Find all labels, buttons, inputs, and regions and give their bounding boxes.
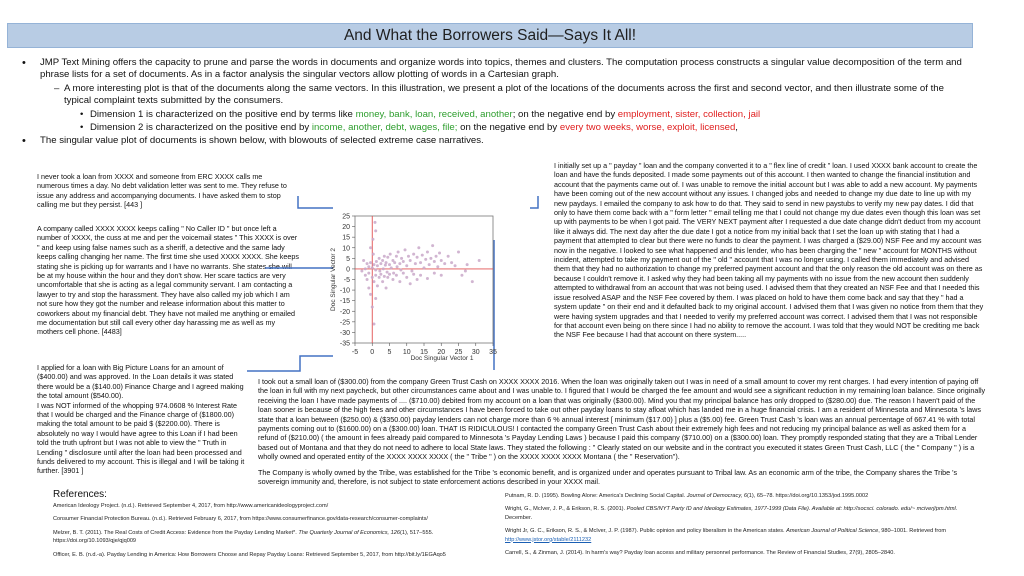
bullet-sub-documents: – A more interesting plot is that of the documents along the same vectors. In this illustration, we present a plot of the locations of the documents across the first and second vector, and then illustrate some of the typical complaint texts submitted by the consumers. — [54, 82, 944, 107]
data-point — [378, 276, 381, 279]
data-point — [386, 271, 389, 274]
bullet-dimension-2: • Dimension 2 is characterized on the positive end by income, another, debt, wages, file; on the negative end by every two weeks, worse, exploit, licensed, — [80, 122, 738, 134]
data-point — [409, 282, 412, 285]
data-point — [400, 257, 403, 260]
data-point — [405, 264, 408, 267]
data-point — [378, 270, 381, 273]
data-point — [382, 267, 385, 270]
data-point — [454, 264, 457, 267]
data-point — [421, 254, 424, 257]
data-point — [366, 278, 369, 281]
data-point — [416, 256, 419, 259]
y-tick-label: 15 — [342, 234, 350, 242]
data-point — [367, 286, 370, 289]
x-tick-label: 35 — [489, 349, 497, 356]
data-point — [398, 262, 401, 265]
data-point — [402, 272, 405, 275]
data-point — [369, 261, 372, 264]
y-tick-label: -5 — [343, 277, 350, 284]
y-tick-label: -20 — [339, 308, 350, 316]
reference-left-0: American Ideology Project. (n.d.). Retrieved September 4, 2017, from http://www.americanideologyproject.com/ — [53, 503, 329, 509]
dim1-negative-terms: employment, sister, collection, jail — [617, 108, 761, 120]
data-point — [386, 276, 389, 279]
data-point — [405, 276, 408, 279]
data-point — [395, 274, 398, 277]
reference-right-2[interactable]: Wright Jr, G. C., Erikson, R. S., & McIver, J. P. (1987). Public opinion and policy liberalism in the American states. American Journal of Political Science, 980–1001. Retrieved from http://www.jstor.org/stable/2111232 — [505, 528, 946, 543]
data-point — [388, 273, 391, 276]
data-point — [381, 280, 384, 283]
data-point — [381, 259, 384, 262]
data-point — [371, 238, 374, 241]
data-point — [367, 265, 370, 268]
reference-right-3: Carrell, S., & Zinman, J. (2014). In harm's way? Payday loan access and military personnel performance. The Review of Financial Studies, 27(9), 2805–2840. — [505, 550, 895, 557]
reference-link: http://www.jstor.org/stable/2111232 — [505, 536, 592, 543]
dash-icon: – — [54, 82, 60, 94]
references-right — [505, 492, 975, 562]
reference-left-3: Officer, E. B. (n.d.-a). Payday Lending in America: How Borrowers Choose and Repay Payday Loans: Retrieved September 5, 2017, from http://bit.ly/1EGAqo5 — [53, 551, 446, 558]
data-point — [367, 272, 370, 275]
narrative-sister: A company called XXXX XXXX keeps calling " No Caller ID " but once left a number of XXXX, the cuss at me and per the voicemail states " This XXXX is over " and keep using false names such as a sheriff, a detective and the same lady keeps calling changing her name. The first time she used XXXX XXXX. She keeps stating she is picking up for warrants and I have no warrants. She states she will be at my house within the hour and they don't show. Her scare tactics are very uncomfortable that she is acting as a legal community servant. I am contacting a lawyer to try and stop the harassment. They have also called my job which I am not sure how they got the number and release information about this matter to coworkers about my financial debt. They have not mailed me anything or emailed me documentation but still call every other day harassing me as well as my mothers cell phone. [4483] — [37, 224, 299, 337]
data-point — [457, 250, 460, 253]
data-point — [440, 259, 443, 262]
bullet-dot-icon: • — [22, 135, 26, 148]
references-heading: References: — [53, 489, 107, 500]
reference-left-1: Consumer Financial Protection Bureau. (n.d.). Retrieved February 6, 2017, from https://www.consumerfinance.gov/data-research/consumer-complaints/ — [53, 516, 428, 523]
data-point — [399, 268, 402, 271]
data-point — [431, 244, 434, 247]
data-point — [379, 262, 382, 265]
data-point — [409, 259, 412, 262]
data-point — [402, 260, 405, 263]
data-point — [376, 264, 379, 267]
data-point — [428, 263, 431, 266]
data-point — [366, 262, 369, 265]
data-point — [374, 221, 377, 224]
narrative-erc: I never took a loan from XXXX and someone from ERC XXXX calls me numerous times a day. No debt validation letter was sent to me. They refuse to issue any address and accompanying documents. I have asked them to stop calling me but they persist. [443 ] — [37, 172, 287, 210]
y-tick-label: -10 — [339, 287, 350, 295]
data-point — [371, 266, 374, 269]
plot-frame — [355, 216, 493, 343]
data-point — [372, 263, 375, 266]
bullet-svd: • The singular value plot of documents is shown below, with blowouts of selected extreme case narratives. — [22, 135, 484, 148]
y-tick-label: -35 — [339, 340, 350, 348]
data-point — [426, 277, 429, 280]
bullet-dimension-1: • Dimension 1 is characterized on the positive end by terms like money, bank, loan, received, another; on the negative end by employment, sister, collection, jail — [80, 108, 761, 120]
data-point — [393, 261, 396, 264]
bullet-dot-icon: • — [80, 108, 84, 120]
data-point — [404, 248, 407, 251]
x-tick-label: 30 — [471, 349, 480, 356]
data-point — [426, 250, 429, 253]
data-point — [435, 255, 438, 258]
x-axis-label: Doc Singular Vector 1 — [410, 355, 474, 362]
data-point — [396, 265, 399, 268]
data-point — [374, 268, 377, 271]
data-point — [369, 246, 372, 249]
dim2-positive-terms: income, another, debt, wages, file; — [311, 122, 458, 134]
data-point — [371, 306, 374, 309]
data-point — [383, 275, 386, 278]
data-point — [412, 253, 415, 256]
data-point — [450, 261, 453, 264]
bullet-dot-icon: • — [80, 122, 84, 134]
x-tick-label: 15 — [420, 349, 428, 356]
data-point — [419, 261, 422, 264]
data-point — [384, 264, 387, 267]
data-point — [372, 280, 375, 283]
data-point — [374, 297, 377, 300]
data-point — [423, 266, 426, 269]
y-tick-label: -15 — [339, 298, 350, 306]
data-point — [374, 274, 377, 277]
data-point — [416, 278, 419, 281]
data-point — [388, 263, 391, 266]
narrative-big-picture: I applied for a loan with Big Picture Loans for an amount of ($400.00) and was approved. In the Loan details it was stated there would be a ($140.00) Finance Charge and I agreed making the total amount ($540.00). I was NOT informed of the whopping 974.0608 % Interest Rate that I would be charged and the Finance charge of ($1800.00) making the total amount to be paid $ ($2200.00). There is absolutely no way I would have agree to this Loan if I had been told the truth upfront but I was not able to view the " Truth in Lending " disclosure until after the loan had been processed and funds delivered to my account. This is illegal and I will be taking it further. [3901 ] — [37, 363, 245, 476]
data-point — [417, 246, 420, 249]
x-tick-label: 25 — [454, 349, 463, 356]
y-tick-label: 25 — [342, 213, 350, 221]
references-left — [53, 502, 513, 564]
data-point — [371, 276, 374, 279]
data-point — [364, 267, 367, 270]
data-point — [414, 262, 417, 265]
data-point — [379, 273, 382, 276]
y-axis-label: Doc Singular Vector 2 — [330, 248, 337, 311]
data-point — [383, 255, 386, 258]
data-point — [398, 280, 401, 283]
data-point — [385, 286, 388, 289]
dim2-negative-terms: every two weeks, worse, exploit, licensed — [559, 122, 736, 134]
data-point — [390, 266, 393, 269]
data-point — [386, 256, 389, 259]
data-point — [385, 261, 388, 264]
data-point — [464, 270, 467, 273]
reference-left-2: Melzer, B. T. (2011). The Real Costs of Credit Access: Evidence from the Payday Lending Market*. The Quarterly Journal of Economics, 126(1), 517–555. https://doi.org/10.1093/qje/qjq009 — [53, 529, 434, 545]
y-tick-label: -30 — [339, 329, 350, 337]
data-point — [447, 255, 450, 258]
x-tick-label: 10 — [402, 349, 411, 356]
data-point — [364, 274, 367, 277]
data-point — [374, 229, 377, 232]
data-point — [375, 260, 378, 263]
bullet-dot-icon: • — [22, 57, 26, 69]
data-point — [378, 257, 381, 260]
y-tick-label: 0 — [346, 266, 350, 274]
data-point — [429, 257, 432, 260]
x-tick-label: 20 — [437, 349, 446, 356]
data-point — [443, 262, 446, 265]
y-tick-label: 5 — [346, 255, 350, 263]
data-point — [419, 274, 422, 277]
narrative-flex-line: I initially set up a " payday " loan and the company converted it to a " flex line of credit " loan. I used XXXX bank account to create the loan and have the funds deposited. I made some payments out of this account. I then wanted to change the financial institution and account that the payments came out of. I was unable to remove the initial account but I was able to add a new account. My payments have been coming out of the new account without any issues. I changed jobs and needed to change my due date to line up with my new paydays. I emailed the company to ask how to do that. They said to send in new paystubs to verify my new pay dates. I did that only to have them come back with a " form letter " email telling me that I could not change my due dates even though this loan was set up with payments to be when I got paid. The VERY NEXT payment after I requested a due date change didn't deduct from my account like it always did. The next day after the due date I got a notice from my initial back that I set the loan up with stating that I had a payment that attempted to clear but there were no funds to clear the payment. I was charged a ($29.00) NSF Fee and my account was now in the negative. I looked to see what happened and this lender, who has been charging the " new " account for MONTHS without incident, attempted to take my payment out of the " old " account that I was no longer using. I called them immediately and advised them that they had no authorization to change my preferred payment account and that the only reason the old account was on there as because I couldn't remove it. I asked why they had been taking all my payments with no issue from the new account then suddenly attempted to withdrawal from an account that was not being used. I advised them that they created an NSF Fee and that I needed this issue resolved ASAP and the NSF Fee covered by them. I was placed on hold to have them come back and say that they " had a system update " on their end and it defaulted back to my original account. I advised them that I was given no notice from them that they were having system upgrades and that I needed to verify my preferred account was correct. I advised them that I was not responsible for that account even being on there since I had no ability to remove the account. I was told that they would NOT be crediting me back the NSF Fee because I had that account on there system..... — [554, 161, 984, 340]
data-point — [391, 278, 394, 281]
data-point — [392, 272, 395, 275]
y-tick-label: -25 — [339, 319, 350, 327]
y-tick-label: 20 — [342, 224, 350, 232]
data-point — [412, 273, 415, 276]
data-point — [433, 272, 436, 275]
bullet-intro: • JMP Text Mining offers the capacity to prune and parse the words in documents and organize words into topics, themes and clusters. The computation process constructs a singular value decomposition of the term and phrase lists for a set of documents. As in a factor analysis the singular vectors allow plotting of words in a Cartesian graph. — [22, 57, 962, 81]
data-point — [372, 322, 375, 325]
data-point — [407, 255, 410, 258]
data-point — [376, 284, 379, 287]
data-point — [372, 253, 375, 256]
data-point — [478, 259, 481, 262]
narrative-green-trust: I took out a small loan of ($300.00) from the company Green Trust Cash on XXXX XXXX 2016. When the loan was originally taken out I was in need of a small amount to cover my rent charges. I had every intention of paying off the loan in full with my next paycheck, but other circumstances came about and I was unable to. I figured that I would be charged the fee amount and would see a significant reduction in my remaining loan balance. Since originally receiving the loan I have made payments of .... ($710.00) debited from my account on a loan that was originally ($300.00). Mind you that my principal balance has only dropped to ($280.00) due. The reason I haven't paid of the loan sooner is because of the high fees and other circumstances I have been forced to take out other payday loans to stay afloat which has landed me in a huge financial crisis. I am a resident of Minnesota and Minnesota 's laws state that a loan between ($250.00) & ($350.00) payday lenders can not charge more than 6 % annual interest [ minimum ($17.00) ] plus a ($5.00) fee. Green Trust Cash 's loan was an annual percentage of 667.41 % with total payments coming out to ($1600.00) on a ($300.00) loan. THAT IS RIDICULOUS! I contacted the company Green Trust Cash about their extremely high fees and not reducing my principal balance as well as asked them for a refund of ($210.00) ( the amount in fees already paid compared to Minnesota 's Payday Lending Laws ) because I paid this company ($710.00) on a ($300.00) loan. They promptly responded stating that they are a Tribal Lender based out of Montana and that they do not need to adhere to local State laws. They stated the following : " Clearly stated on our website and in the contract you executed it states Green Trust Cash, LLC ( the " Company " ) is a wholly owned and operated entity of the XXXX XXXX XXXX ( the " Tribe " ) on the XXXX XXXX XXXX Montana ( the " Reservation"). The Company is wholly owned by the Tribe, was established for the Tribe 's economic benefit, and is organized under and operates pursuant to Tribal law. As an economic arm of the tribe, the Company shares the Tribe 's sovereign immunity and, therefore, is not subject to state enforcement actions described in your XXXX mail. — [258, 377, 986, 487]
reference-right-0: Putnam, R. D. (1995). Bowling Alone: America's Declining Social Capital. Journal of Democracy, 6(1), 65–78. https://doi.org/10.1353/jod.1995.0002 — [505, 493, 869, 499]
data-point — [360, 270, 363, 273]
data-point — [466, 263, 469, 266]
data-point — [424, 258, 427, 261]
data-point — [369, 293, 372, 296]
y-tick-label: 10 — [342, 245, 350, 253]
data-point — [362, 259, 365, 262]
data-point — [438, 252, 441, 255]
data-point — [433, 260, 436, 263]
data-point — [440, 274, 443, 277]
x-tick-label: -5 — [351, 349, 359, 356]
slide-title: And What the Borrowers Said—Says It All! — [343, 26, 637, 44]
data-point — [471, 280, 474, 283]
data-point — [397, 250, 400, 253]
data-point — [436, 265, 439, 268]
reference-right-1: Wright, G., McIver, J. P., & Erikson, R. S. (2001). Pooled CBS/NYT Party ID and Ideology Estimates, 1977-1999 (Data File). Available at: http://socsci. colorado. edu/~ mciverj/pm.html. December. — [505, 506, 958, 521]
data-point — [395, 255, 398, 258]
dim1-positive-terms: money, bank, loan, received, another — [355, 108, 513, 120]
data-point — [460, 274, 463, 277]
x-tick-label: 5 — [387, 349, 392, 356]
x-tick-label: 0 — [370, 349, 375, 356]
data-point — [410, 270, 413, 273]
data-point — [389, 253, 392, 256]
